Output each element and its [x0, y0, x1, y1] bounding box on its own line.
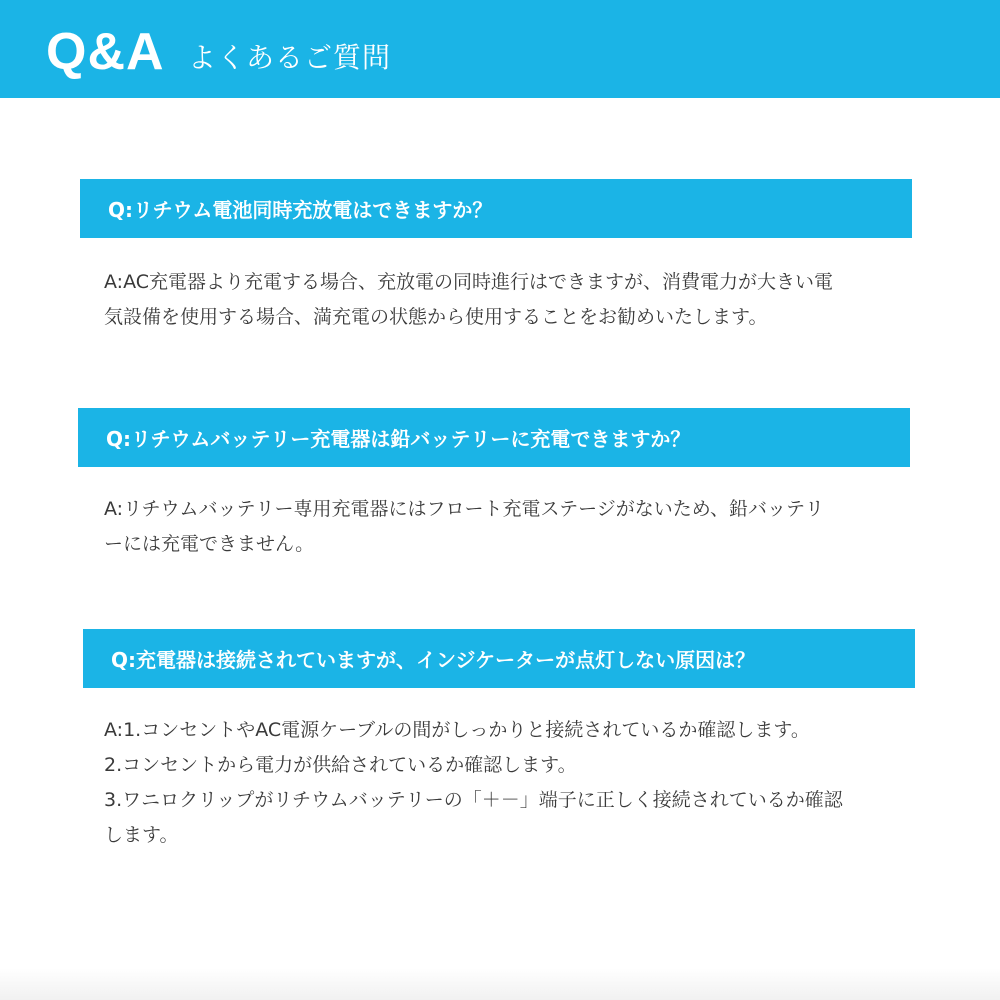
page-header — [0, 0, 1000, 98]
faq-answer-line: A:1.コンセントやAC電源ケーブルの間がしっかりと接続されているか確認します。 — [104, 719, 810, 741]
page-subtitle: よくあるご質問 — [188, 41, 392, 74]
bottom-shade — [0, 968, 1000, 1000]
faq-answer-line: 2.コンセントから電力が供給されているか確認します。 — [104, 754, 577, 776]
faq-answer-line: A:AC充電器より充電する場合、充放電の同時進行はできますが、消費電力が大きい電 — [104, 271, 833, 293]
faq-answer — [104, 492, 934, 562]
faq-answer-line: A:リチウムバッテリー専用充電器にはフロート充電ステージがないため、鉛バッテリ — [104, 498, 824, 520]
faq-question-text: Q:充電器は接続されていますが、インジケーターが点灯しない原因は？ — [111, 648, 756, 672]
faq-answer — [104, 265, 934, 335]
page-title: Q&A — [46, 23, 165, 81]
faq-answer-line: 気設備を使用する場合、満充電の状態から使用することをお勧めいたします。 — [104, 306, 768, 328]
faq-answer-line: 3.ワニロクリップがリチウムバッテリーの「＋－」端子に正しく接続されているか確認 — [104, 789, 843, 811]
faq-question-text: Q:リチウム電池同時充放電はできますか？ — [108, 198, 493, 222]
faq-answer — [104, 713, 934, 853]
faq-answer-line: ーには充電できません。 — [104, 533, 315, 555]
faq-question-bar — [83, 629, 915, 688]
faq-question-bar — [80, 179, 912, 238]
faq-question-bar — [78, 408, 910, 467]
faq-question-text: Q:リチウムバッテリー充電器は鉛バッテリーに充電できますか？ — [106, 427, 691, 451]
faq-answer-line: します。 — [104, 824, 179, 846]
